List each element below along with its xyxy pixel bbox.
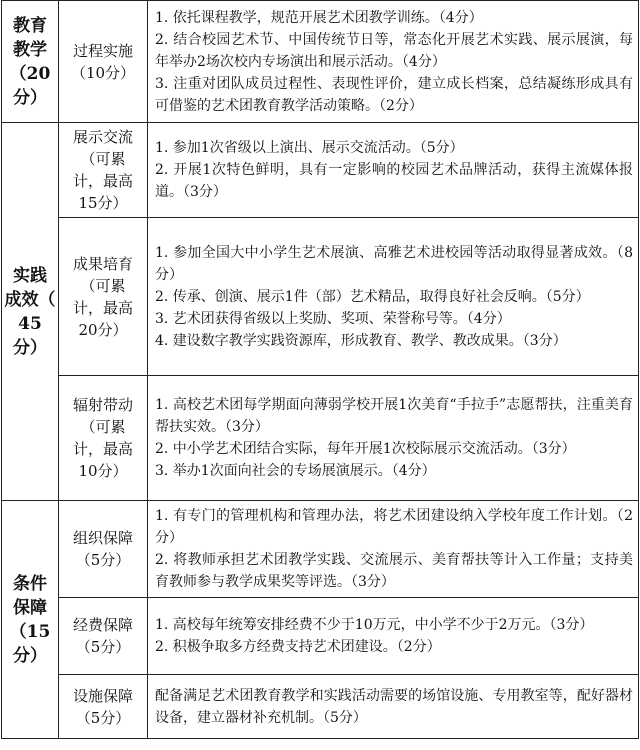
evaluation-table	[1, 0, 639, 739]
criteria-item: 1. 有专门的管理机构和管理办法，将艺术团建设纳入学校年度工作计划。（2分）	[155, 508, 633, 546]
subcategory-name: 展示交流	[72, 128, 133, 146]
criteria-item: 2. 积极争取多方经费支持艺术团建设。（2分）	[155, 639, 441, 655]
subcategory-cell	[59, 218, 148, 376]
criteria-cell	[148, 123, 639, 218]
subcategory-cell	[59, 598, 148, 675]
subcategory-score-line: 计，最高	[72, 440, 133, 458]
category-line: 成效（	[4, 289, 56, 310]
subcategory-score-line: （可累	[80, 276, 126, 295]
criteria-item: 4. 建设数字教学实践资源库，形成教育、教学、教改成果。（3分）	[155, 332, 567, 349]
subcategory-score: （5分）	[75, 638, 131, 656]
category-line: 保障	[13, 597, 47, 618]
criteria-item: 1. 参加全国大中小学生艺术展演、高雅艺术进校园等活动取得显著成效。（8分）	[155, 244, 633, 283]
category-cell	[2, 123, 59, 501]
category-cell	[2, 501, 59, 739]
subcategory-score: （5分）	[75, 708, 131, 727]
category-line: 教育	[13, 15, 47, 36]
criteria-item: 1. 参加1次省级以上演出、展示交流活动。（5分）	[155, 140, 464, 156]
subcategory-score-line: （可累	[80, 418, 126, 436]
subcategory-cell	[59, 123, 148, 218]
criteria-item: 2. 结合校园艺术节、中国传统节日等，常态化开展艺术实践、展示展演，每年举办2场次校内专场演出和展示活动。（4分）	[155, 31, 633, 70]
subcategory-name: 设施保障	[72, 686, 133, 705]
criteria-item: 2. 中小学艺术团结合实际，每年开展1次校际展示交流活动。（3分）	[155, 441, 576, 457]
subcategory-name: 辐射带动	[72, 396, 133, 414]
criteria-item: 2. 开展1次特色鲜明，具有一定影响的校园艺术品牌活动，获得主流媒体报道。（3分）	[155, 162, 633, 200]
category-cell	[2, 1, 59, 123]
table-row	[2, 675, 639, 739]
criteria-item: 1. 高校每年统筹安排经费不少于10万元，中小学不少于2万元。（3分）	[155, 617, 594, 633]
category-line: 实践	[13, 265, 47, 286]
criteria-cell	[148, 1, 639, 123]
table-row	[2, 218, 639, 376]
subcategory-cell	[59, 376, 148, 501]
table-row	[2, 598, 639, 675]
category-line: 45	[18, 313, 42, 334]
subcategory-cell	[59, 1, 148, 123]
criteria-item: 3. 注重对团队成员过程性、表现性评价，建立成长档案，总结凝练形成具有可借鉴的艺术团教育教学活动策略。（2分）	[155, 75, 633, 114]
criteria-cell	[148, 376, 639, 501]
criteria-cell	[148, 501, 639, 598]
table-row	[2, 376, 639, 501]
table-row	[2, 1, 639, 123]
subcategory-score: （10分）	[70, 63, 136, 82]
criteria-item: 1. 高校艺术团每学期面向薄弱学校开展1次美育“手拉手”志愿帮扶，注重美育帮扶实效。（3分）	[155, 397, 633, 435]
subcategory-name: 成果培育	[72, 254, 133, 273]
subcategory-score-line: 计，最高	[72, 298, 133, 317]
table-row	[2, 501, 639, 598]
subcategory-cell	[59, 501, 148, 598]
criteria-item: 配备满足艺术团教育教学和实践活动需要的场馆设施、专用教室等，配好器材设备，建立器材补充机制。（5分）	[155, 687, 633, 726]
criteria-item: 3. 举办1次面向社会的专场展演展示。（4分）	[155, 463, 436, 479]
subcategory-score-line: 15分）	[78, 194, 128, 212]
subcategory-name: 组织保障	[72, 529, 133, 547]
subcategory-score: （5分）	[75, 551, 131, 569]
subcategory-score-line: 计，最高	[72, 172, 133, 190]
criteria-cell	[148, 218, 639, 376]
category-line: 分）	[13, 87, 47, 108]
criteria-item: 1. 依托课程教学，规范开展艺术团教学训练。（4分）	[155, 9, 483, 26]
subcategory-name: 经费保障	[72, 616, 133, 634]
criteria-cell	[148, 598, 639, 675]
category-line: 条件	[13, 573, 47, 594]
subcategory-name: 过程实施	[72, 41, 133, 60]
criteria-item: 2. 将教师承担艺术团教学实践、交流展示、美育帮扶等计入工作量；支持美育教师参与教学成果奖等评选。（3分）	[155, 552, 633, 590]
subcategory-cell	[59, 675, 148, 739]
category-line: （15	[9, 621, 51, 642]
category-line: 分）	[13, 337, 47, 358]
criteria-item: 3. 艺术团获得省级以上奖励、奖项、荣誉称号等。（4分）	[155, 310, 511, 327]
subcategory-score-line: 20分）	[78, 320, 128, 339]
category-line: 教学	[13, 39, 47, 60]
category-line: （20	[9, 63, 51, 84]
criteria-item: 2. 传承、创演、展示1件（部）艺术精品，取得良好社会反响。（5分）	[155, 288, 590, 305]
table-row	[2, 123, 639, 218]
subcategory-score-line: 10分）	[78, 462, 128, 480]
criteria-cell	[148, 675, 639, 739]
category-line: 分）	[13, 645, 47, 666]
subcategory-score-line: （可累	[80, 150, 126, 168]
